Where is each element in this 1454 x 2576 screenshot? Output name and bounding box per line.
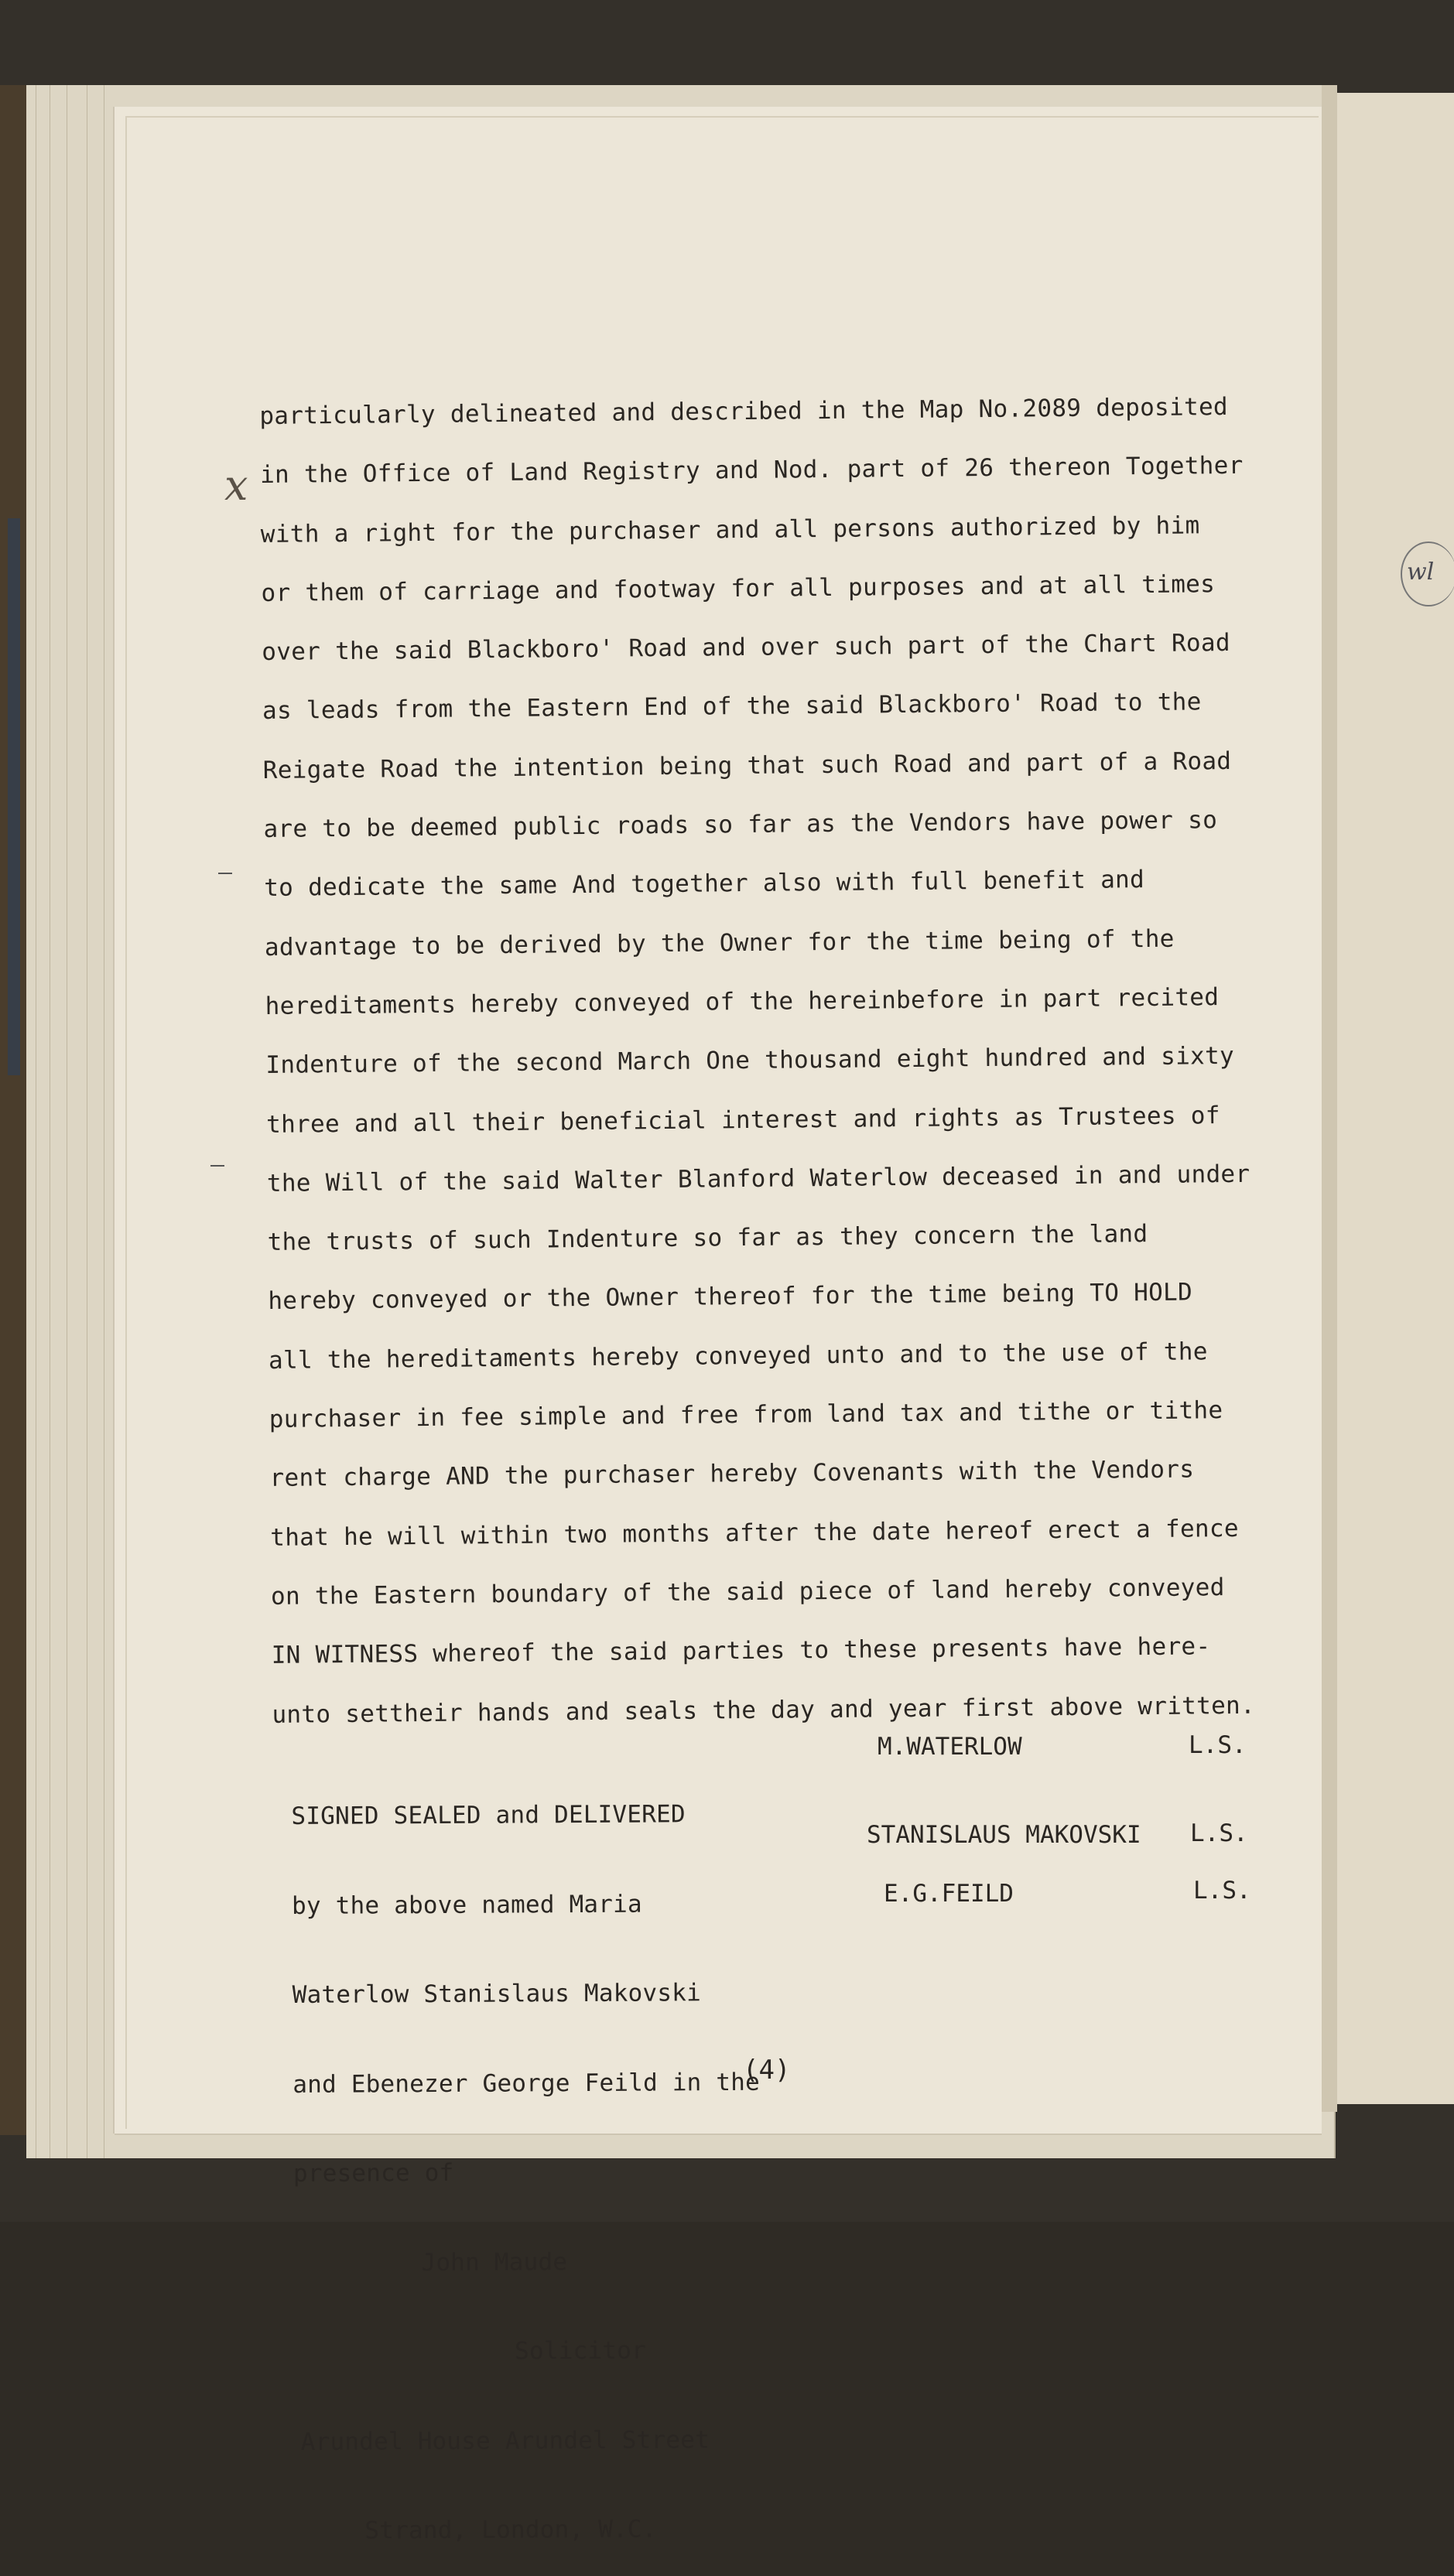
body-line: are to be deemed public roads so far as the Vendors have power so (263, 806, 1218, 844)
body-line: particularly delineated and described in the Map No.2089 deposited (259, 392, 1229, 430)
attestation-line: by the above named Maria (292, 1890, 642, 1920)
body-line: over the said Blackboro' Road and over such part of the Chart Road (262, 629, 1231, 667)
book-spine (0, 85, 26, 2135)
signatory-name: M.WATERLOW (878, 1733, 1022, 1761)
margin-dash-mark (218, 873, 232, 874)
attestation-clause (291, 1740, 762, 2576)
body-line: the trusts of such Indenture so far as they concern the land (267, 1220, 1148, 1257)
seal-mark: L.S. (1193, 1877, 1251, 1905)
witness-name: John Maude (421, 2247, 568, 2277)
body-line: rent charge AND the purchaser hereby Covenants with the Vendors (269, 1455, 1195, 1493)
attestation-line: and Ebenezer George Feild in the (293, 2068, 761, 2099)
body-line: hereditaments hereby conveyed of the hereinbefore in part recited (265, 983, 1220, 1020)
body-line: Reigate Road the intention being that such Road and part of a Road (262, 746, 1232, 784)
body-line: Indenture of the second March One thousand eight hundred and sixty (265, 1042, 1235, 1080)
body-line: advantage to be derived by the Owner for the time being of the (264, 924, 1175, 962)
signatory-name: STANISLAUS MAKOVSKI (867, 1821, 1141, 1849)
body-line: in the Office of Land Registry and Nod. part of 26 thereon Together (259, 452, 1244, 490)
body-line: three and all their beneficial interest and rights as Trustees of (265, 1101, 1220, 1139)
body-line: with a right for the purchaser and all persons authorized by him (260, 511, 1200, 548)
margin-dash-mark (210, 1165, 224, 1167)
body-line: IN WITNESS whereof the said parties to these presents have here- (271, 1632, 1211, 1670)
body-line: unto settheir hands and seals the day and year first above written. (272, 1691, 1256, 1729)
body-line: as leads from the Eastern End of the said Blackboro' Road to the (262, 688, 1202, 726)
seal-mark: L.S. (1189, 1731, 1247, 1759)
seal-mark: L.S. (1190, 1819, 1248, 1847)
deed-body-text (259, 376, 1371, 1744)
margin-x-mark: x (224, 461, 248, 510)
attestation-line: Waterlow Stanislaus Makovski (292, 1979, 701, 2009)
body-line: purchaser in fee simple and free from land tax and tithe or tithe (269, 1396, 1223, 1433)
witness-title: Solicitor (515, 2336, 647, 2366)
attestation-line: presence of (293, 2158, 454, 2188)
body-line: hereby conveyed or the Owner thereof for the time being TO HOLD (268, 1278, 1193, 1316)
attestation-line: SIGNED SEALED and DELIVERED (291, 1800, 686, 1830)
spine-marbling (8, 518, 20, 1075)
body-line: the Will of the said Walter Blanford Waterlow deceased in and under (266, 1160, 1250, 1197)
body-line: all the hereditaments hereby conveyed unto and to the use of the (268, 1338, 1208, 1375)
body-line: to dedicate the same And together also with full benefit and (264, 866, 1145, 903)
stamp-initials: wl (1407, 559, 1435, 586)
witness-address: Strand, London, W.C. (364, 2515, 657, 2545)
body-line: or them of carriage and footway for all purposes and at all times (261, 570, 1216, 607)
signatory-name: E.G.FEILD (884, 1880, 1014, 1908)
page-number: (4) (743, 2055, 791, 2086)
body-line: on the Eastern boundary of the said piece of land hereby conveyed (270, 1573, 1225, 1611)
body-line: that he will within two months after the date hereof erect a fence (270, 1514, 1240, 1552)
witness-address: Arundel House Arundel Street (300, 2425, 710, 2456)
